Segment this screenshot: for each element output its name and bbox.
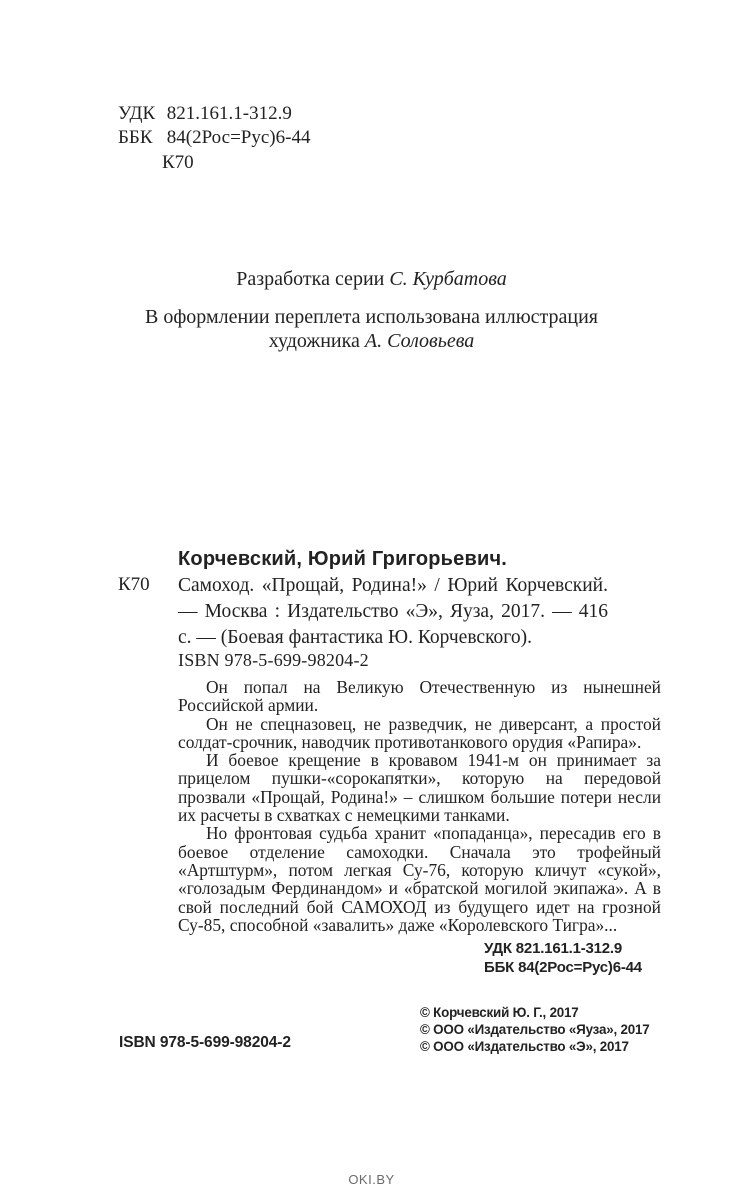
bib-isbn: ISBN 978-5-699-98204-2	[178, 650, 369, 670]
annotation-udk: УДК 821.161.1-312.9	[484, 940, 623, 957]
annotation-paragraph: Он попал на Великую Отечественную из нынешней Российской армии.	[178, 677, 661, 716]
copyright-line: © ООО «Издательство «Э», 2017	[420, 1039, 629, 1054]
bib-description-text: Самоход. «Прощай, Родина!» / Юрий Корчевский. — Москва : Издательство «Э», Яуза, 2017. — 416 с. — (Боевая фантастика Ю. Корчевского).	[178, 575, 608, 648]
series-prefix: Разработка серии	[236, 268, 385, 290]
illustration-prefix: художника	[268, 330, 360, 352]
annotation	[178, 678, 661, 934]
bib-code: К70	[118, 574, 150, 595]
bib-author: Корчевский, Юрий Григорьевич.	[178, 548, 508, 570]
udk-label: УДК	[118, 103, 156, 124]
copyright-line: © Корчевский Ю. Г., 2017	[420, 1005, 579, 1020]
bbk-line	[118, 126, 310, 150]
bbk-label: ББК	[118, 127, 153, 148]
copyright-line: © ООО «Издательство «Яуза», 2017	[420, 1022, 650, 1037]
annotation-bbk: ББК 84(2Рос=Рус)6-44	[484, 959, 642, 976]
udk-line	[118, 102, 292, 126]
author-mark: К70	[162, 152, 194, 173]
illustration-credit-line1: В оформлении переплета использована иллюстрация	[145, 306, 598, 328]
series-credit	[0, 266, 743, 292]
bib-description	[178, 573, 608, 651]
illustration-credit-line2	[0, 328, 743, 354]
illustration-author: А. Соловьева	[364, 330, 475, 352]
watermark: OKI.BY	[348, 1172, 395, 1187]
udk-value: 821.161.1-312.9	[166, 103, 292, 124]
annotation-paragraph: И боевое крещение в кровавом 1941-м он принимает за прицелом пушки-«сорокапятки», которую на передовой прозвали «Прощай, Родина!» – слишком большие потери несли их расчеты в схватках с немецкими танками.	[178, 750, 661, 826]
bbk-value: 84(2Рос=Рус)6-44	[166, 127, 311, 148]
annotation-paragraph: Он не спецназовец, не разведчик, не диверсант, а простой солдат-срочник, наводчик противотанкового орудия «Рапира».	[178, 713, 661, 752]
footer-isbn: ISBN 978-5-699-98204-2	[119, 1034, 291, 1051]
series-author: С. Курбатова	[389, 268, 507, 290]
annotation-paragraph: Но фронтовая судьба хранит «попаданца», пересадив его в боевое отделение самоходки. Сначала это трофейный «Артштурм», потом легкая Су-76, которую кличут «сукой», «голозадым Фердинандом» и «братской могилой экипажа». А в свой последний бой САМОХОД из будущего идет на грозной Су-85, способной «завалить» даже «Королевского Тигра»...	[178, 823, 661, 935]
